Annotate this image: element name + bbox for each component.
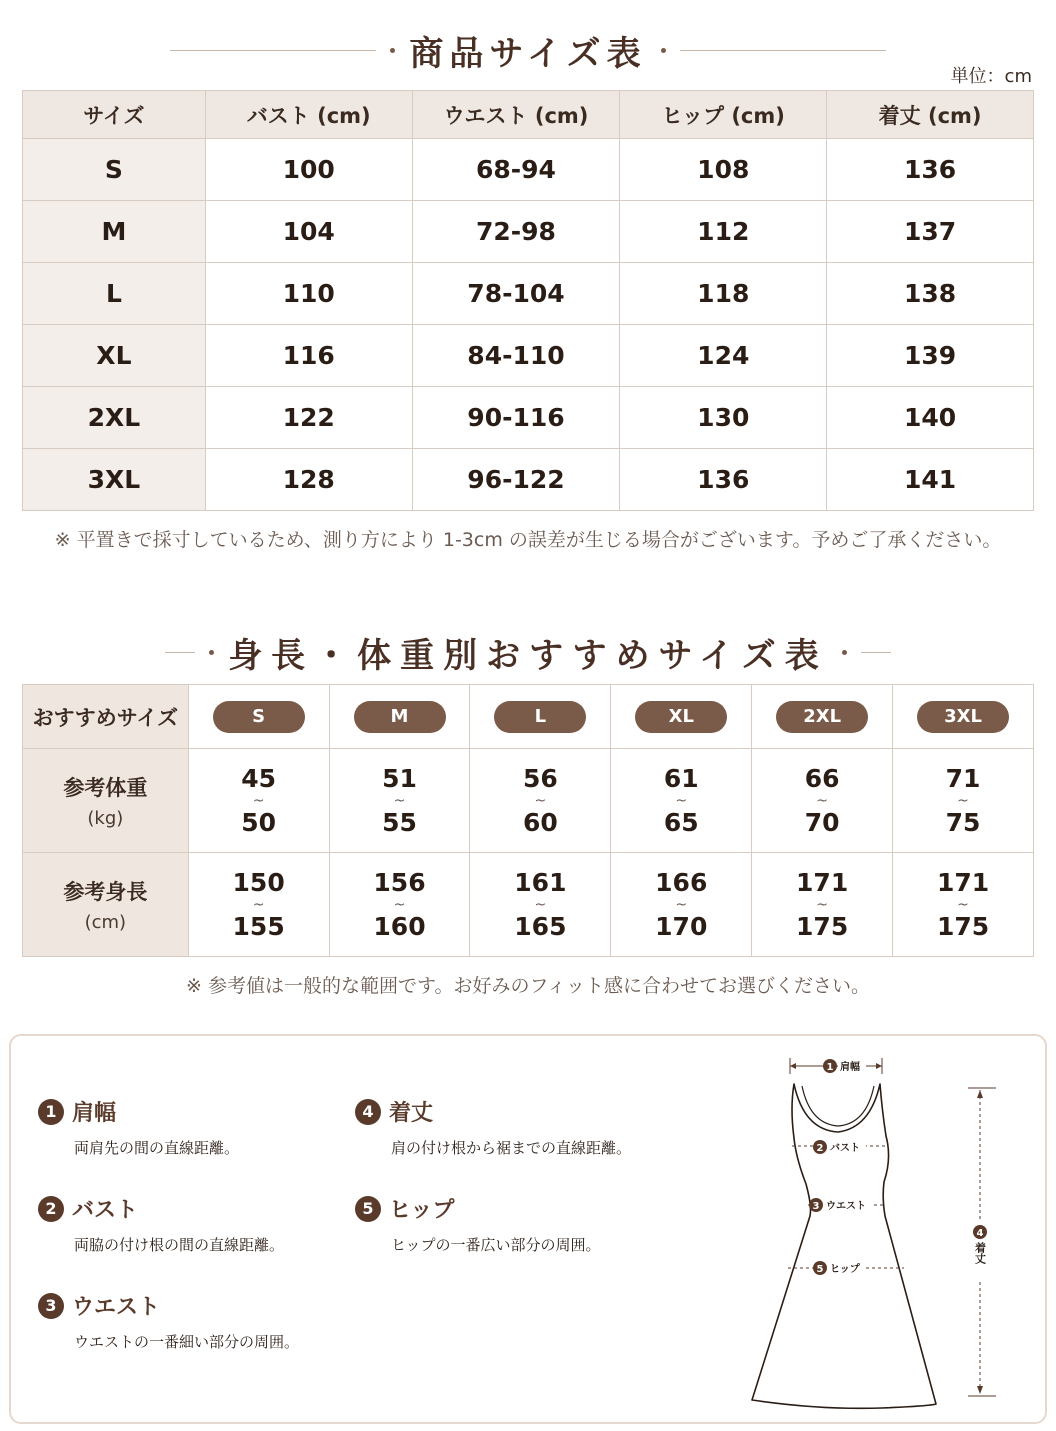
range-min: 171 [936, 867, 990, 897]
cell-waist: 96-122 [412, 449, 620, 511]
unit-label: 単位：cm [950, 66, 1032, 87]
length-measure [968, 1088, 996, 1396]
guide-number-badge: 5 [355, 1196, 381, 1222]
dress-outline [752, 1084, 936, 1408]
size-chart-title: 商品サイズ表 [409, 34, 647, 74]
cell-waist: 72-98 [412, 201, 620, 263]
recommend-chart-note: ※ 参考値は一般的な範囲です。お好みのフィット感に合わせてお選びください。 [186, 975, 870, 997]
range-tilde: ~ [393, 792, 406, 809]
range-tilde: ~ [534, 896, 547, 913]
cell-bust: 104 [205, 201, 412, 263]
height-row [23, 853, 1034, 957]
height-range [752, 853, 893, 957]
cell-size: XL [23, 325, 206, 387]
guide-item-title: 着丈 [389, 1101, 434, 1126]
guide-item-desc: ウエストの一番細い部分の周囲。 [74, 1333, 300, 1351]
range-max: 65 [663, 807, 699, 837]
weight-range [188, 749, 329, 853]
table-row [23, 263, 1034, 325]
recommend-chart-title: 身長・体重別おすすめサイズ表 [228, 636, 828, 676]
table-row [23, 325, 1034, 387]
range-max: 165 [514, 911, 567, 941]
weight-label-cell [23, 749, 189, 853]
guide-item-desc: 両肩先の間の直線距離。 [74, 1139, 240, 1157]
range-min: 61 [663, 763, 699, 793]
diagram-label-bust: バスト [830, 1143, 860, 1154]
guide-number-badge: 4 [355, 1099, 381, 1125]
range-max: 170 [655, 911, 708, 941]
height-unit: (cm) [84, 912, 127, 933]
range-tilde: ~ [675, 896, 688, 913]
guide-item-shoulder [38, 1096, 239, 1158]
guide-number-badge: 1 [38, 1099, 64, 1125]
range-tilde: ~ [393, 896, 406, 913]
range-tilde: ~ [675, 792, 688, 809]
range-min: 166 [655, 867, 708, 897]
title-dot-left [390, 48, 395, 53]
guide-item-length [355, 1096, 631, 1158]
size-pill-cell [188, 685, 329, 749]
cell-waist: 68-94 [412, 139, 620, 201]
range-min: 156 [373, 867, 426, 897]
cell-bust: 100 [205, 139, 412, 201]
guide-item-desc: 肩の付け根から裾までの直線距離。 [391, 1139, 632, 1157]
range-min: 71 [945, 763, 981, 793]
recommend-table [22, 684, 1034, 957]
height-range [893, 853, 1034, 957]
recommend-chart-title-row [0, 628, 1056, 677]
title-line-right [680, 50, 886, 51]
weight-range [470, 749, 611, 853]
table-row [23, 387, 1034, 449]
guide-item-title: ウエスト [72, 1295, 161, 1320]
size-pill-cell [329, 685, 470, 749]
title-line-right [861, 652, 891, 653]
cell-waist: 90-116 [412, 387, 620, 449]
svg-text:3: 3 [812, 1201, 820, 1212]
guide-item-title: ヒップ [389, 1198, 455, 1223]
cell-size: 3XL [23, 449, 206, 511]
cell-size: 2XL [23, 387, 206, 449]
guide-item-hip [355, 1193, 601, 1255]
svg-text:1: 1 [826, 1062, 834, 1073]
table-row [23, 201, 1034, 263]
cell-size: S [23, 139, 206, 201]
cell-bust: 116 [205, 325, 412, 387]
size-pill: L [494, 701, 586, 733]
range-min: 45 [241, 763, 277, 793]
recommend-size-row [23, 685, 1034, 749]
size-chart-title-row [0, 26, 1056, 75]
weight-range [329, 749, 470, 853]
height-range [329, 853, 470, 957]
weight-label: 参考体重 [63, 776, 148, 800]
cell-length: 139 [827, 325, 1034, 387]
guide-item-title: バスト [72, 1198, 139, 1223]
cell-size: M [23, 201, 206, 263]
diagram-label-shoulder: 肩幅 [840, 1062, 860, 1073]
range-max: 75 [945, 807, 981, 837]
shoulder-measure [790, 1058, 882, 1074]
guide-item-desc: ヒップの一番広い部分の周囲。 [391, 1236, 601, 1254]
guide-item-desc: 両脇の付け根の間の直線距離。 [74, 1236, 285, 1254]
diagram-label-length: 着丈 [973, 1242, 987, 1264]
weight-range [752, 749, 893, 853]
cell-hip: 136 [620, 449, 827, 511]
header-length: 着丈 (cm) [827, 91, 1034, 139]
cell-hip: 108 [620, 139, 827, 201]
size-table [22, 90, 1034, 511]
height-label: 参考身長 [63, 880, 148, 904]
cell-hip: 118 [620, 263, 827, 325]
height-range [611, 853, 752, 957]
height-range [470, 853, 611, 957]
size-pill: M [354, 701, 446, 733]
range-tilde: ~ [534, 792, 547, 809]
title-dot-right [842, 650, 847, 655]
size-chart-note: ※ 平置きで採寸しているため、測り方により 1-3cm の誤差が生じる場合がございます。予めご了承ください。 [54, 529, 1002, 551]
cell-length: 141 [827, 449, 1034, 511]
title-dot-left [209, 650, 214, 655]
recommend-size-label: おすすめサイズ [23, 685, 189, 749]
svg-text:5: 5 [816, 1264, 824, 1275]
range-max: 160 [373, 911, 426, 941]
cell-waist: 84-110 [412, 325, 620, 387]
cell-waist: 78-104 [412, 263, 620, 325]
size-pill-cell [470, 685, 611, 749]
guide-number-badge: 2 [38, 1196, 64, 1222]
weight-range [611, 749, 752, 853]
title-line-left [170, 50, 376, 51]
range-tilde: ~ [957, 792, 969, 809]
cell-length: 140 [827, 387, 1034, 449]
cell-length: 136 [827, 139, 1034, 201]
weight-row [23, 749, 1034, 853]
range-max: 50 [241, 807, 277, 837]
size-pill-cell [752, 685, 893, 749]
cell-hip: 124 [620, 325, 827, 387]
range-min: 150 [232, 867, 285, 897]
svg-text:2: 2 [816, 1143, 824, 1154]
title-line-left [165, 652, 195, 653]
cell-length: 137 [827, 201, 1034, 263]
range-max: 70 [804, 807, 840, 837]
size-pill: S [213, 701, 305, 733]
title-dot-right [661, 48, 666, 53]
header-hip: ヒップ (cm) [620, 91, 827, 139]
cell-length: 138 [827, 263, 1034, 325]
size-pill: XL [635, 701, 727, 733]
header-waist: ウエスト (cm) [412, 91, 620, 139]
cell-bust: 122 [205, 387, 412, 449]
guide-item-waist [38, 1290, 299, 1352]
cell-hip: 130 [620, 387, 827, 449]
cell-hip: 112 [620, 201, 827, 263]
range-max: 175 [936, 911, 990, 941]
size-pill-cell [893, 685, 1034, 749]
dress-diagram [730, 1048, 1020, 1410]
table-row [23, 139, 1034, 201]
height-range [188, 853, 329, 957]
cell-bust: 128 [205, 449, 412, 511]
diagram-label-waist: ウエスト [826, 1201, 866, 1212]
guide-item-bust [38, 1193, 284, 1255]
range-tilde: ~ [957, 896, 969, 913]
range-min: 51 [382, 763, 417, 793]
range-tilde: ~ [252, 896, 265, 913]
size-pill-cell [611, 685, 752, 749]
header-size: サイズ [23, 91, 206, 139]
cell-size: L [23, 263, 206, 325]
range-min: 56 [522, 763, 558, 793]
guide-number-badge: 3 [38, 1293, 64, 1319]
range-min: 171 [796, 867, 849, 897]
range-max: 55 [382, 807, 417, 837]
range-max: 155 [232, 911, 285, 941]
range-max: 175 [796, 911, 849, 941]
table-row [23, 449, 1034, 511]
range-min: 66 [804, 763, 840, 793]
range-tilde: ~ [252, 792, 265, 809]
size-pill: 3XL [917, 701, 1009, 733]
range-min: 161 [514, 867, 567, 897]
svg-text:4: 4 [976, 1228, 984, 1239]
cell-bust: 110 [205, 263, 412, 325]
size-table-header-row [23, 91, 1034, 139]
range-max: 60 [522, 807, 558, 837]
weight-range [893, 749, 1034, 853]
size-pill: 2XL [776, 701, 868, 733]
weight-unit: (kg) [87, 808, 124, 829]
guide-item-title: 肩幅 [72, 1101, 117, 1126]
header-bust: バスト (cm) [205, 91, 412, 139]
range-tilde: ~ [816, 896, 828, 913]
range-tilde: ~ [816, 792, 828, 809]
diagram-label-hip: ヒップ [830, 1264, 860, 1275]
height-label-cell [23, 853, 189, 957]
